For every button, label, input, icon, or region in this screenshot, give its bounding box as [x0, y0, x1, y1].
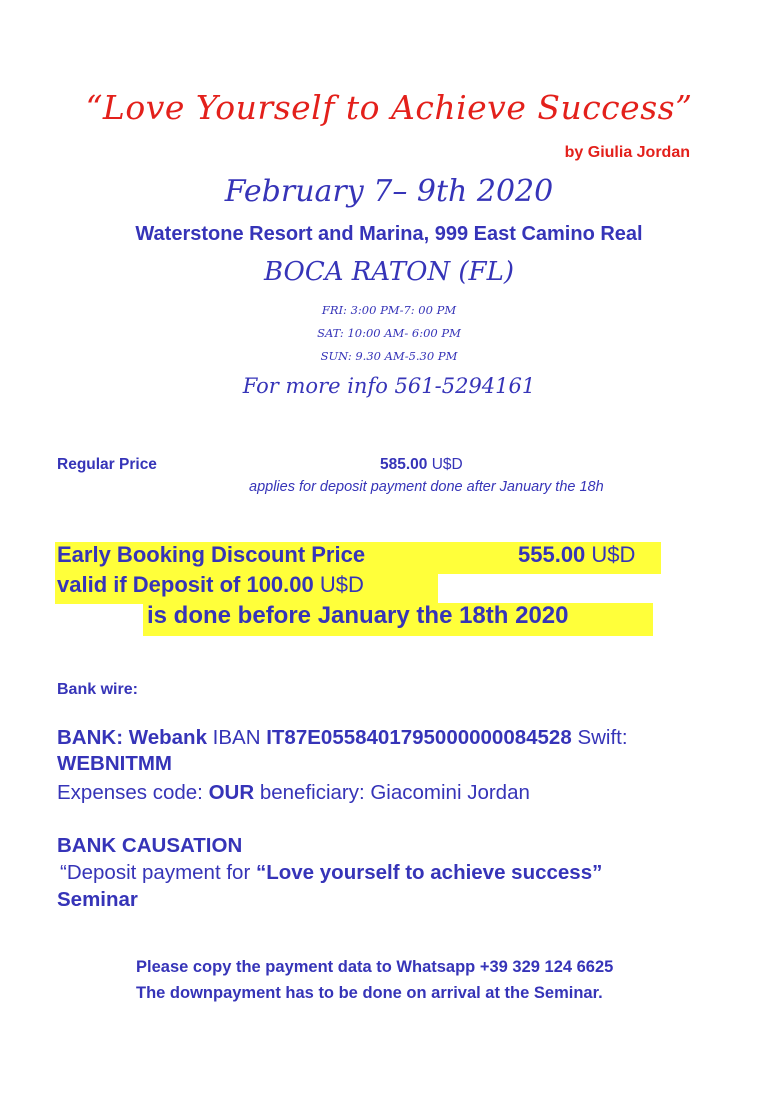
- swift-label: Swift:: [571, 726, 628, 749]
- event-dates: February 7– 9th 2020: [224, 174, 554, 209]
- downpayment-note: The downpayment has to be done on arrival at the Seminar.: [136, 984, 603, 1002]
- bank-name: BANK: Webank: [57, 726, 207, 749]
- regular-price-note: applies for deposit payment done after January the 18h: [249, 479, 604, 495]
- regular-price-currency: U$D: [427, 456, 463, 473]
- early-price-currency: U$D: [585, 542, 636, 567]
- early-price-amount: 555.00: [518, 542, 586, 567]
- schedule-sunday: SUN: 9.30 AM-5.30 PM: [320, 349, 458, 363]
- event-title: “Love Yourself to Achieve Success”: [85, 88, 693, 127]
- causation-seminar-word: Seminar: [57, 888, 138, 911]
- bank-details-line: [57, 726, 628, 750]
- regular-price-amount: 585.00: [380, 456, 428, 473]
- early-price-label: Early Booking Discount Price: [57, 542, 366, 567]
- causation-prefix: “Deposit payment for: [60, 861, 256, 884]
- deposit-condition: [57, 572, 364, 598]
- whatsapp-note: Please copy the payment data to Whatsapp +39 329 124 6625: [136, 958, 614, 976]
- causation-line: [60, 861, 602, 885]
- schedule-saturday: SAT: 10:00 AM- 6:00 PM: [317, 326, 461, 340]
- schedule-friday: FRI: 3:00 PM-7: 00 PM: [321, 303, 457, 317]
- event-venue: Waterstone Resort and Marina, 999 East Camino Real: [135, 223, 643, 245]
- bank-wire-heading: Bank wire:: [57, 681, 138, 698]
- expenses-label: Expenses code:: [57, 781, 209, 804]
- causation-seminar-title: “Love yourself to achieve success”: [255, 861, 603, 884]
- deposit-currency: U$D: [313, 572, 364, 597]
- iban-label: IBAN: [206, 726, 267, 749]
- early-price-value: [518, 542, 635, 568]
- expenses-line: [57, 781, 530, 805]
- event-city: BOCA RATON (FL): [263, 257, 515, 287]
- deposit-text: valid if Deposit of 100.00: [57, 572, 314, 597]
- info-phone: For more info 561-5294161: [242, 374, 536, 398]
- expenses-code: OUR: [208, 781, 255, 804]
- event-author: by Giulia Jordan: [564, 144, 690, 161]
- regular-price-label: Regular Price: [57, 456, 157, 473]
- beneficiary: beneficiary: Giacomini Jordan: [254, 781, 530, 804]
- regular-price-value: [380, 456, 463, 474]
- iban-number: IT87E0558401795000000084528: [266, 726, 572, 749]
- bank-causation-heading: BANK CAUSATION: [57, 834, 243, 857]
- deposit-deadline: is done before January the 18th 2020: [147, 602, 569, 629]
- swift-code: WEBNITMM: [57, 752, 173, 775]
